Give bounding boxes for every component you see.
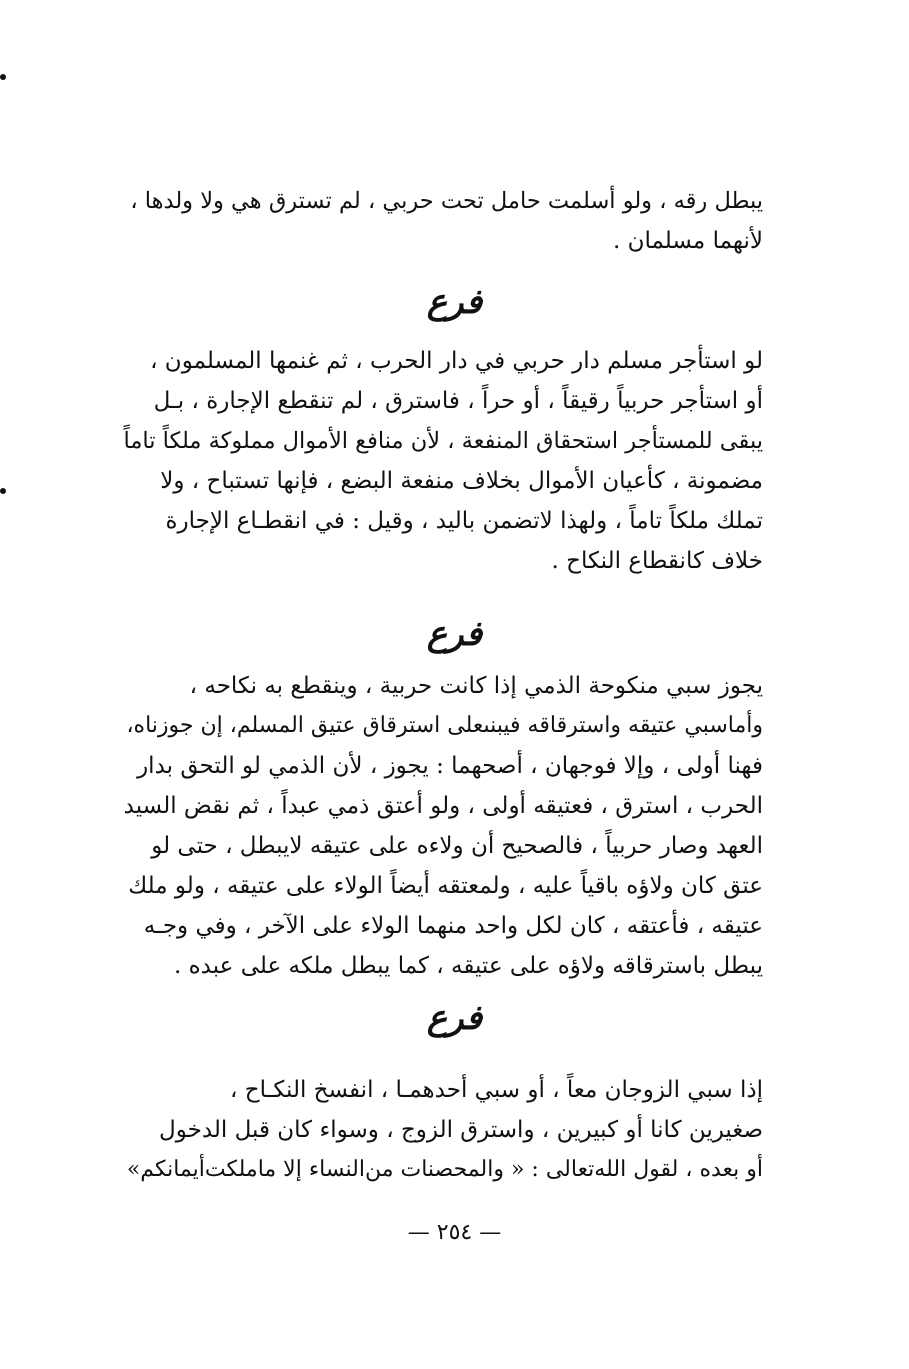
page-number: — ٢٥٤ —	[407, 1220, 502, 1245]
text-line: خلاف كانقطاع النكاح .	[551, 548, 763, 574]
text-line: يبطل رقه ، ولو أسلمت حامل تحت حربي ، لم تسترق هي ولا ولدها ،	[130, 188, 763, 214]
text-line: العهد وصار حربياً ، فالصحيح أن ولاءه على عتيقه لايبطل ، حتى لو	[151, 833, 763, 859]
text-line: إذا سبي الزوجان معاً ، أو سبي أحدهمـا ، انفسخ النكـاح ،	[230, 1077, 763, 1103]
margin-mark	[0, 74, 6, 80]
text-line: أو استأجر حربياً رقيقاً ، أو حراً ، فاسترق ، لم تنقطع الإجارة ، بـل	[153, 388, 763, 414]
text-line: يبطل باسترقاقه ولاؤه على عتيقه ، كما يبطل ملكه على عبده .	[173, 953, 763, 979]
text-line: تملك ملكاً تاماً ، ولهذا لاتضمن باليد ، وقيل : في انقطـاع الإجارة	[165, 508, 763, 534]
text-line: عتيقه ، فأعتقه ، كان لكل واحد منهما الولاء على الآخر ، وفي وجـه	[143, 913, 763, 939]
section-heading: فرع	[426, 614, 483, 654]
text-line: يبقى للمستأجر استحقاق المنفعة ، لأن منافع الأموال مملوكة ملكاً تاماً	[123, 428, 763, 454]
text-line: لأنهما مسلمان .	[612, 228, 763, 254]
text-line: أو بعده ، لقول الله‌تعالى : « والمحصنات من‌النساء إلا ماملكت‌أيمانكم»	[126, 1157, 763, 1182]
paragraph-intro	[118, 181, 763, 261]
paragraph-section-3	[118, 1070, 763, 1190]
section-heading: فرع	[426, 998, 483, 1038]
text-line: وأماسبي عتيقه واسترقاقه فيبنىعلى استرقاق عتيق المسلم، إن جوزناه،	[126, 713, 763, 738]
text-line: مضمونة ، كأعيان الأموال بخلاف منفعة البضع ، فإنها تستباح ، ولا	[160, 468, 763, 494]
text-line: لو استأجر مسلم دار حربي في دار الحرب ، ثم غنمها المسلمون ،	[150, 348, 763, 374]
text-line: عتق كان ولاؤه باقياً عليه ، ولمعتقه أيضاً الولاء على عتيقه ، ولو ملك	[128, 873, 763, 899]
text-line: فهنا أولى ، وإلا فوجهان ، أصحهما : يجوز ، لأن الذمي لو التحق بدار	[137, 753, 763, 779]
text-line: الحرب ، استرق ، فعتيقه أولى ، ولو أعتق ذمي عبداً ، ثم نقض السيد	[123, 793, 763, 819]
text-line: يجوز سبي منكوحة الذمي إذا كانت حربية ، وينقطع به نكاحه ،	[189, 673, 763, 699]
margin-mark	[0, 488, 6, 494]
paragraph-section-2	[118, 666, 763, 986]
section-heading: فرع	[426, 282, 483, 322]
text-line: صغيرين كانا أو كبيرين ، واسترق الزوج ، وسواء كان قبل الدخول	[159, 1117, 763, 1143]
paragraph-section-1	[118, 341, 763, 581]
